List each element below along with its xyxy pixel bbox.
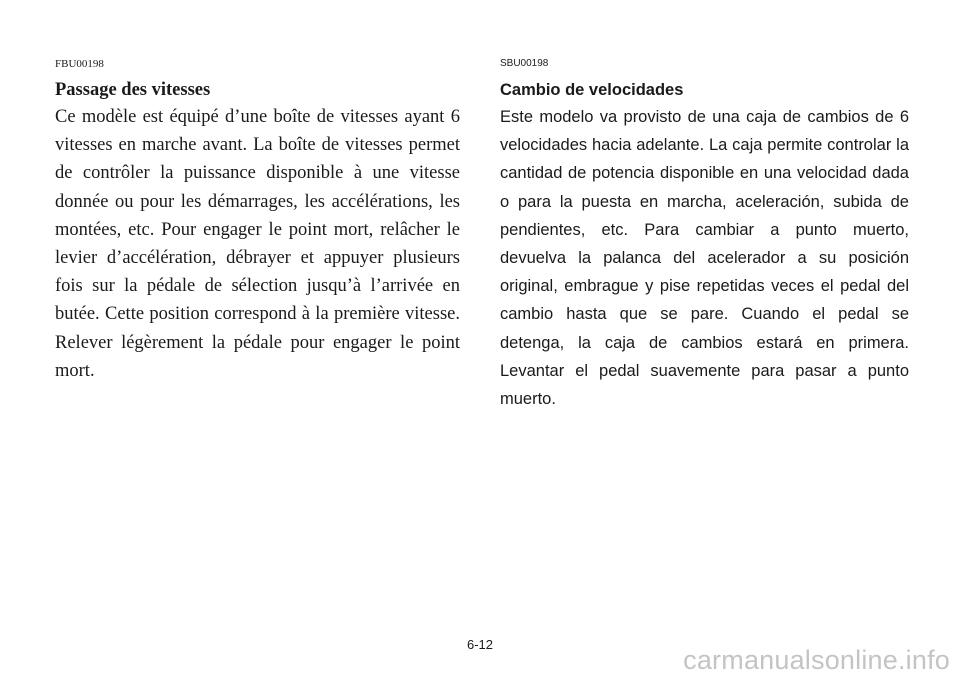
section-code: SBU00198 [500,58,549,69]
section-body: Ce modèle est équipé d’une boîte de vitesses ayant 6 vitesses en marche avant. La boîte de vitesses permet de contrôler la puissance disponible à une vitesse donnée ou pour les démarrages, les accélérations, les montées, etc. Pour engager le point mort, relâcher le levier d’accélération, débrayer et appuyer plusieurs fois sur la pédale de sélection jusqu’à l’arrivée en butée. Cette position correspond à la première vitesse. Relever légèrement la pédale pour engager le point mort. [55,107,460,381]
section-body: Este modelo va provisto de una caja de cambios de 6 velocidades hacia adelante. La caja permite controlar la cantidad de potencia disponible en una velocidad dada o para la puesta en marcha, aceleración, subida de pendientes, etc. Para cambiar a punto muerto, devuelva la palanca del acelerador a su posición original, embrague y pise repetidas veces el pedal del cambio hasta que se pare. Cuando el pedal se detenga, la caja de cambios estará en primera. Levantar el pedal suavemente para pasar a punto muerto. [500,108,909,409]
spanish-column [500,55,909,413]
french-column [55,55,460,385]
section-heading: Passage des vitesses [55,80,211,100]
page-number: 6-12 [466,637,494,652]
watermark: carmanualsonline.info [683,645,950,675]
section-heading: Cambio de velocidades [500,81,684,99]
section-code: FBU00198 [55,58,104,70]
